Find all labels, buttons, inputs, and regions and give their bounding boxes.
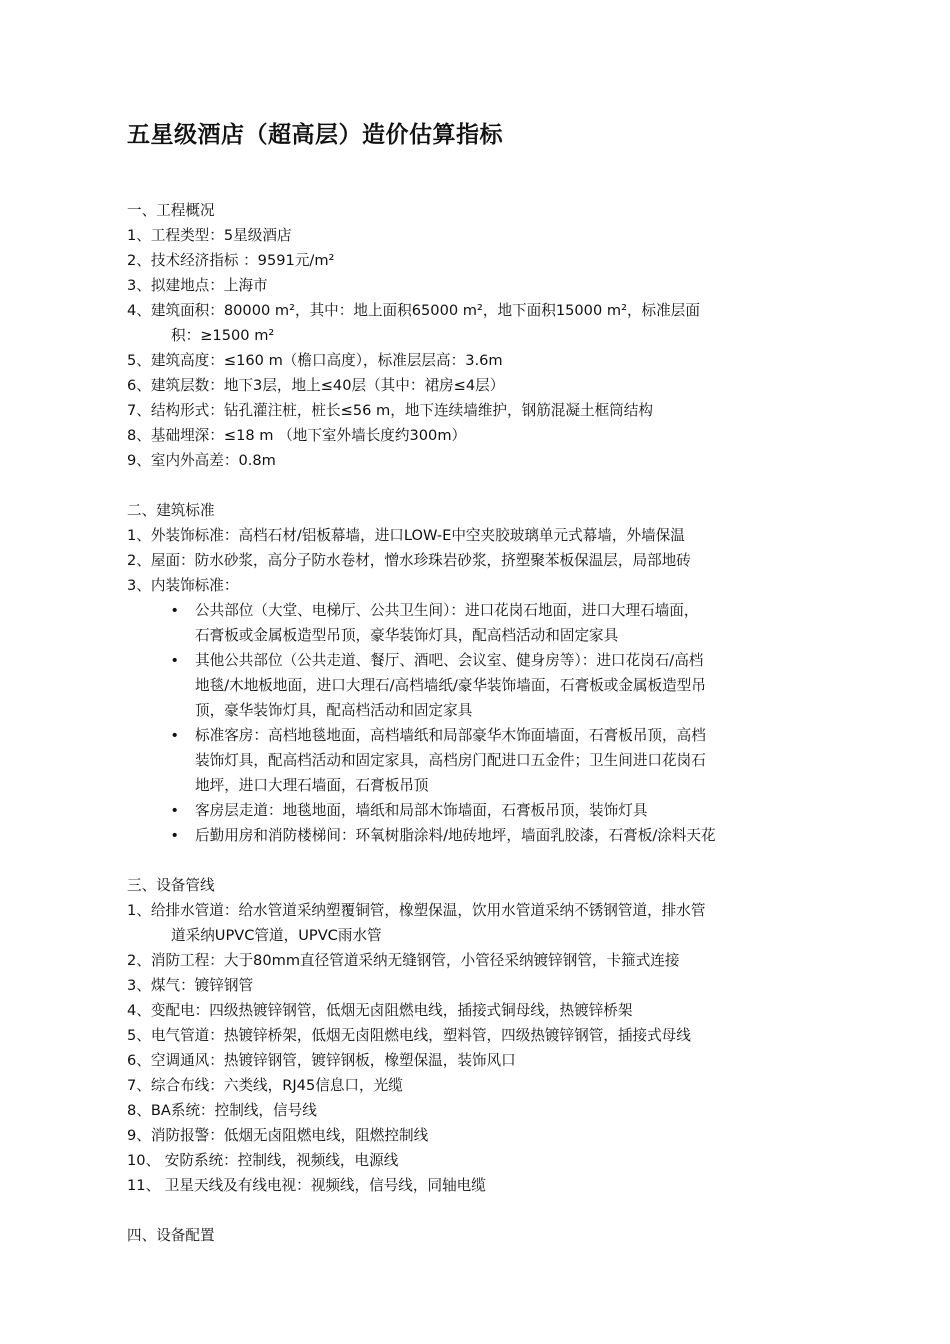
bullet-line: 地毯/木地板地面，进口大理石/高档墙纸/豪华装饰墙面，石膏板或金属板造型吊 xyxy=(195,677,706,694)
list-item: 2、消防工程：大于80mm直径管道采纳无缝钢管，小管径采纳镀锌钢管，卡箍式连接 xyxy=(127,952,680,969)
list-item: 1、工程类型：5星级酒店 xyxy=(127,227,292,244)
list-item: 8、BA系统：控制线，信号线 xyxy=(127,1102,317,1119)
list-item: 3、拟建地点：上海市 xyxy=(127,277,268,294)
section-heading: 四、设备配置 xyxy=(127,1227,215,1244)
bullet-line: 客房层走道：地毯地面，墙纸和局部木饰墙面，石膏板吊顶，装饰灯具 xyxy=(195,802,648,819)
list-item: 2、技术经济指标 ：9591元/m² xyxy=(127,252,335,269)
list-item: 1、给排水管道：给水管道采纳塑覆铜管，橡塑保温，饮用水管道采纳不锈钢管道，排水管 xyxy=(127,902,706,919)
document-title: 五星级酒店（超高层）造价估算指标 xyxy=(127,122,503,148)
list-item: 9、消防报警：低烟无卤阻燃电线，阻燃控制线 xyxy=(127,1127,429,1144)
list-item: 6、建筑层数：地下3层，地上≤40层（其中：裙房≤4层） xyxy=(127,377,505,394)
section-heading: 二、建筑标准 xyxy=(127,502,215,519)
bullet-line: 装饰灯具，配高档活动和固定家具，高档房门配进口五金件；卫生间进口花岗石 xyxy=(195,752,706,769)
list-item-continuation: 道采纳UPVC管道，UPVC雨水管 xyxy=(171,927,382,944)
bullet-icon: • xyxy=(170,827,179,844)
bullet-line: 标准客房：高档地毯地面，高档墙纸和局部豪华木饰面墙面，石膏板吊顶，高档 xyxy=(195,727,706,744)
bullet-line: 公共部位（大堂、电梯厅、公共卫生间）：进口花岗石地面，进口大理石墙面， xyxy=(195,602,699,619)
list-item: 3、内装饰标准： xyxy=(127,577,239,594)
list-item: 6、空调通风：热镀锌钢管，镀锌钢板，橡塑保温，装饰风口 xyxy=(127,1052,516,1069)
bullet-item xyxy=(127,723,827,798)
list-item: 7、结构形式：钻孔灌注桩，桩长≤56 m，地下连续墙维护，钢筋混凝土框筒结构 xyxy=(127,402,653,419)
bullet-icon: • xyxy=(170,802,179,819)
bullet-item xyxy=(127,823,827,848)
bullet-item xyxy=(127,648,827,723)
bullet-item xyxy=(127,598,827,648)
bullet-icon: • xyxy=(170,727,179,744)
bullet-line: 顶，豪华装饰灯具，配高档活动和固定家具 xyxy=(195,702,473,719)
section-heading: 一、工程概况 xyxy=(127,202,215,219)
list-item: 5、建筑高度：≤160 m（檐口高度），标准层层高：3.6m xyxy=(127,352,503,369)
list-item: 10、 安防系统：控制线，视频线，电源线 xyxy=(127,1152,399,1169)
bullet-item xyxy=(127,798,827,823)
list-item: 5、电气管道：热镀锌桥架，低烟无卤阻燃电线，塑料管，四级热镀锌钢管，插接式母线 xyxy=(127,1027,691,1044)
list-item-continuation: 积：≥1500 m² xyxy=(171,327,275,344)
bullet-line: 石膏板或金属板造型吊顶，豪华装饰灯具，配高档活动和固定家具 xyxy=(195,627,619,644)
list-item: 1、外装饰标准：高档石材/铝板幕墙，进口LOW-E中空夹胶玻璃单元式幕墙，外墙保温 xyxy=(127,527,685,544)
bullet-line: 其他公共部位（公共走道、餐厅、酒吧、会议室、健身房等）：进口花岗石/高档 xyxy=(195,652,704,669)
bullet-line: 后勤用房和消防楼梯间：环氧树脂涂料/地砖地坪，墙面乳胶漆，石膏板/涂料天花 xyxy=(195,827,716,844)
bullet-line: 地坪，进口大理石墙面，石膏板吊顶 xyxy=(195,777,429,794)
section-heading: 三、设备管线 xyxy=(127,877,215,894)
list-item: 3、煤气：镀锌钢管 xyxy=(127,977,254,994)
list-item: 11、 卫星天线及有线电视：视频线，信号线，同轴电缆 xyxy=(127,1177,486,1194)
list-item: 4、建筑面积：80000 m²，其中：地上面积65000 m²，地下面积15000 m²，标准层面 xyxy=(127,302,700,319)
list-item: 4、变配电：四级热镀锌钢管，低烟无卤阻燃电线，插接式铜母线，热镀锌桥架 xyxy=(127,1002,633,1019)
list-item: 2、屋面：防水砂浆，高分子防水卷材，憎水珍珠岩砂浆，挤塑聚苯板保温层，局部地砖 xyxy=(127,552,691,569)
document-body xyxy=(127,198,827,1248)
list-item: 8、基础埋深：≤18 m （地下室外墙长度约300m） xyxy=(127,427,467,444)
list-item: 7、综合布线：六类线，RJ45信息口，光缆 xyxy=(127,1077,403,1094)
list-item: 9、室内外高差：0.8m xyxy=(127,452,276,469)
bullet-icon: • xyxy=(170,652,179,669)
bullet-icon: • xyxy=(170,602,179,619)
